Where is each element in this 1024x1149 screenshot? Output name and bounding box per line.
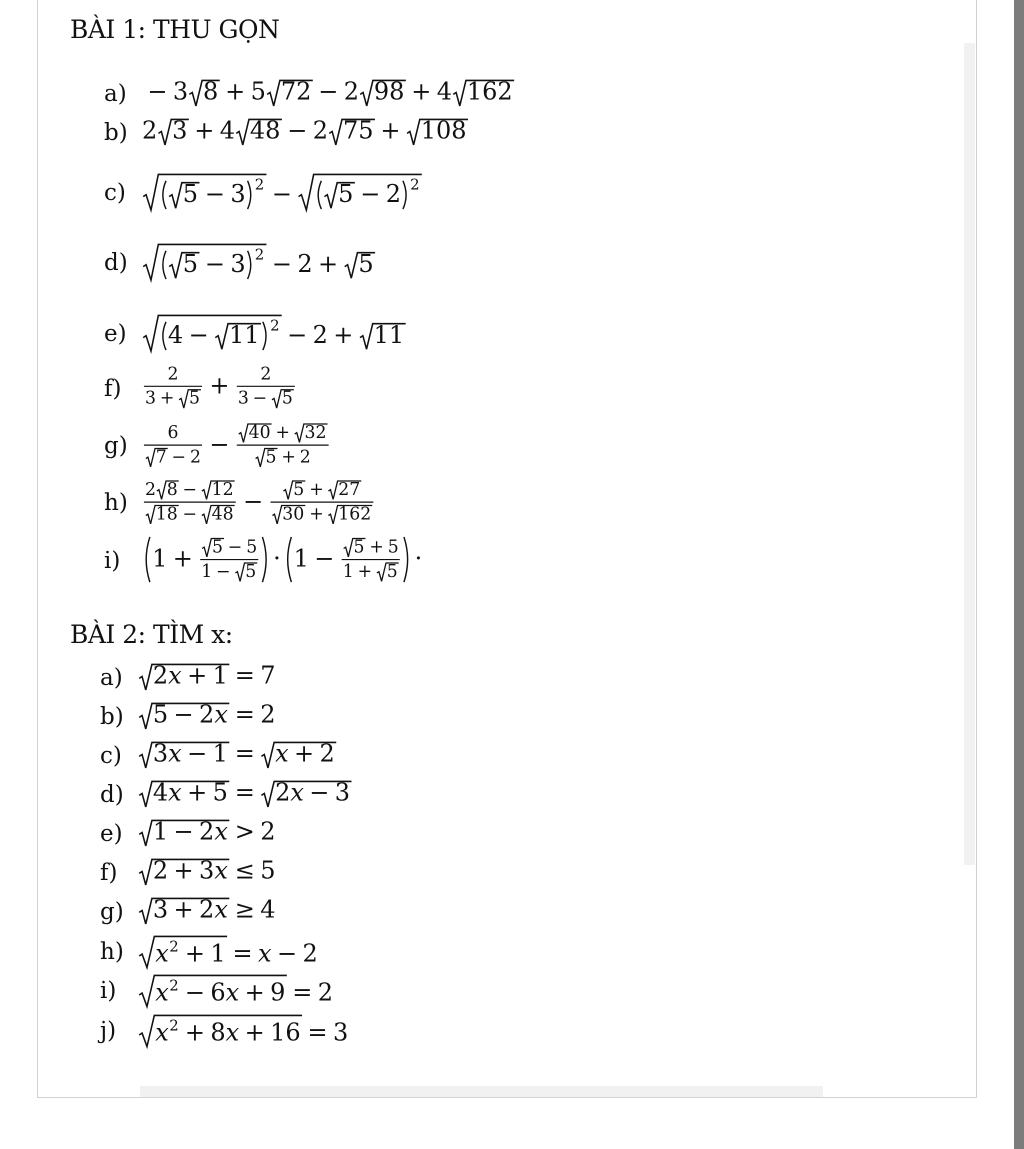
- math-expression: [140, 312, 410, 356]
- math-operator: −: [182, 479, 198, 500]
- math-term: x: [214, 817, 228, 846]
- math-term: 3: [334, 778, 351, 807]
- math-operator: −: [171, 446, 187, 467]
- exercise-1-item: [104, 473, 380, 533]
- paren-left: [318, 181, 321, 209]
- math-operator: +: [333, 320, 354, 349]
- math-operator: +: [184, 938, 205, 967]
- math-term: 2: [145, 479, 156, 500]
- math-term: 3: [332, 1017, 349, 1046]
- math-superscript: 2: [270, 316, 280, 335]
- math-term: x: [214, 895, 228, 924]
- math-operator: −: [147, 77, 168, 106]
- math-operator: =: [292, 977, 313, 1006]
- math-operator: +: [184, 1017, 205, 1046]
- math-term: 4: [152, 778, 169, 807]
- math-operator: +: [173, 856, 194, 885]
- paren-right: [404, 537, 408, 582]
- math-term: 2: [297, 249, 313, 278]
- math-expression: [140, 365, 301, 413]
- math-term: x: [225, 1017, 240, 1046]
- paren-left: [146, 537, 150, 582]
- math-operator: +: [173, 895, 194, 924]
- exercise-2-item: [100, 1001, 353, 1061]
- paren-left: [163, 322, 166, 350]
- math-term: x: [155, 1017, 169, 1046]
- math-operator: +: [357, 561, 373, 582]
- item-label: e): [100, 821, 123, 847]
- window-edge: [1014, 0, 1024, 1149]
- math-operator: ≤: [234, 856, 255, 885]
- math-term: 48: [249, 116, 281, 145]
- vertical-scrollbar[interactable]: [964, 43, 975, 865]
- paren-left: [163, 251, 166, 279]
- math-term: 12: [211, 479, 234, 500]
- math-operator: −: [182, 503, 198, 524]
- item-label: d): [104, 250, 128, 276]
- math-term: 5: [338, 179, 354, 208]
- math-operator: −: [188, 320, 209, 349]
- math-term: 2: [260, 817, 276, 846]
- math-term: 11: [228, 320, 260, 349]
- exercise-1-item: [104, 233, 380, 293]
- item-expression: [140, 421, 335, 472]
- math-term: 6: [210, 977, 226, 1006]
- math-term: 4: [167, 320, 184, 349]
- math-operator: +: [281, 446, 296, 467]
- math-operator: −: [184, 977, 205, 1006]
- math-term: 5: [387, 537, 399, 558]
- exercise-1-item: [104, 531, 430, 591]
- math-operator: +: [309, 479, 324, 500]
- math-term: 40: [248, 422, 271, 443]
- math-term: 3: [145, 388, 156, 409]
- math-operator: >: [234, 817, 255, 846]
- math-term: 4: [436, 77, 453, 106]
- exercise-1-item: [104, 103, 472, 163]
- math-term: 2: [260, 700, 276, 729]
- math-term: 2: [299, 446, 311, 467]
- math-term: 1: [201, 561, 213, 582]
- math-term: 5: [212, 778, 228, 807]
- math-term: 3: [152, 739, 169, 768]
- math-term: 5: [260, 856, 276, 885]
- math-operator: ≥: [234, 895, 255, 924]
- item-label: h): [104, 490, 128, 516]
- math-expression: [140, 534, 430, 588]
- math-term: 4: [219, 116, 236, 145]
- math-term: 5: [182, 249, 199, 278]
- math-expression: [140, 116, 472, 150]
- paren-right: [262, 537, 266, 582]
- exercise-1-item: [104, 416, 335, 476]
- item-expression: [140, 534, 430, 588]
- exercise-1-item: [104, 359, 301, 419]
- math-term: 2: [152, 856, 169, 885]
- math-operator: −: [314, 544, 335, 573]
- math-term: x: [168, 778, 182, 807]
- math-operator: ·: [273, 544, 281, 573]
- math-expression: [136, 1012, 353, 1051]
- math-term: 1: [152, 817, 169, 846]
- math-operator: −: [209, 429, 230, 458]
- math-operator: =: [307, 1017, 328, 1046]
- math-operator: =: [234, 778, 255, 807]
- math-superscript: 2: [410, 175, 420, 194]
- math-operator: −: [187, 739, 208, 768]
- math-term: 108: [420, 116, 467, 145]
- math-term: 1: [152, 544, 168, 573]
- math-term: x: [275, 739, 289, 768]
- math-term: 2: [142, 116, 158, 145]
- math-term: 2: [275, 778, 291, 807]
- math-term: 4: [260, 895, 276, 924]
- math-term: 2: [199, 817, 215, 846]
- math-term: 5: [265, 446, 277, 467]
- item-expression: [140, 116, 472, 150]
- math-operator: +: [369, 537, 384, 558]
- math-term: 72: [280, 77, 312, 106]
- math-term: 3: [199, 856, 215, 885]
- math-operator: +: [380, 116, 401, 145]
- math-term: 8: [210, 1017, 226, 1046]
- math-term: 18: [155, 503, 178, 524]
- math-operator: −: [173, 817, 194, 846]
- section-1-title: BÀI 1: THU GỌN: [70, 15, 280, 44]
- math-operator: =: [234, 661, 255, 690]
- math-term: x: [290, 778, 304, 807]
- item-label: j): [100, 1018, 117, 1044]
- math-operator: +: [318, 249, 339, 278]
- math-term: 27: [338, 479, 361, 500]
- math-superscript: 2: [254, 245, 265, 264]
- section-2-title: BÀI 2: TÌM x:: [70, 620, 233, 649]
- math-superscript: 2: [254, 175, 265, 194]
- math-term: 2: [199, 895, 215, 924]
- math-term: 8: [203, 77, 219, 106]
- math-operator: −: [271, 179, 292, 208]
- math-operator: =: [234, 700, 255, 729]
- item-expression: [136, 1012, 353, 1051]
- math-term: 75: [342, 116, 374, 145]
- math-term: 98: [373, 77, 405, 106]
- math-term: 1: [212, 661, 228, 690]
- math-term: 2: [260, 364, 272, 385]
- math-operator: =: [232, 938, 253, 967]
- math-operator: +: [209, 371, 230, 400]
- math-term: x: [168, 739, 182, 768]
- math-operator: −: [173, 700, 194, 729]
- math-term: 5: [353, 537, 365, 558]
- math-term: 2: [167, 364, 179, 385]
- math-term: 2: [385, 179, 402, 208]
- math-term: 8: [166, 479, 178, 500]
- item-expression: [140, 241, 380, 285]
- paren-right: [263, 322, 266, 350]
- math-term: 3: [172, 116, 188, 145]
- math-term: 5: [250, 77, 266, 106]
- paren-right: [403, 181, 406, 209]
- math-term: 2: [312, 320, 328, 349]
- math-operator: −: [252, 388, 268, 409]
- math-term: x: [168, 661, 182, 690]
- item-label: a): [104, 81, 127, 107]
- item-label: b): [104, 120, 128, 146]
- item-label: b): [100, 704, 124, 730]
- exercise-1-item: [104, 163, 426, 223]
- math-term: 2: [319, 739, 335, 768]
- math-term: x: [225, 977, 240, 1006]
- math-operator: −: [204, 179, 226, 208]
- math-term: x: [155, 977, 169, 1006]
- math-operator: +: [294, 739, 315, 768]
- math-term: 9: [270, 977, 286, 1006]
- math-term: 2: [343, 77, 359, 106]
- math-term: 5: [293, 479, 305, 500]
- math-operator: +: [159, 388, 175, 409]
- math-expression: [140, 478, 380, 529]
- math-operator: +: [187, 778, 208, 807]
- math-superscript: 2: [169, 975, 179, 994]
- math-operator: ·: [414, 544, 423, 573]
- math-term: 5: [188, 388, 200, 409]
- item-expression: [140, 312, 410, 356]
- math-term: 2: [189, 446, 201, 467]
- math-term: 7: [155, 446, 167, 467]
- math-operator: +: [225, 77, 246, 106]
- math-expression: [140, 171, 426, 215]
- math-term: 6: [167, 422, 179, 443]
- math-expression: [140, 421, 335, 472]
- paren-right: [248, 181, 251, 209]
- math-term: 3: [230, 179, 246, 208]
- item-label: i): [104, 548, 121, 574]
- math-superscript: 2: [169, 936, 179, 955]
- math-term: 3: [172, 77, 189, 106]
- math-operator: −: [287, 320, 308, 349]
- item-label: i): [100, 978, 117, 1004]
- paren-left: [163, 181, 166, 209]
- math-term: 11: [373, 320, 405, 349]
- item-label: g): [100, 899, 124, 925]
- math-term: 5: [281, 388, 293, 409]
- math-term: 5: [245, 561, 257, 582]
- math-term: 5: [211, 537, 223, 558]
- horizontal-scrollbar[interactable]: [140, 1086, 823, 1097]
- math-term: 162: [338, 503, 372, 524]
- math-term: 7: [260, 661, 276, 690]
- math-term: 3: [237, 388, 249, 409]
- item-label: f): [100, 860, 118, 886]
- math-term: 16: [270, 1017, 301, 1046]
- math-term: 5: [386, 561, 398, 582]
- math-term: x: [214, 856, 228, 885]
- math-term: 2: [312, 116, 329, 145]
- item-label: c): [100, 743, 122, 769]
- math-operator: +: [244, 977, 265, 1006]
- math-operator: −: [216, 561, 231, 582]
- math-expression: [140, 241, 380, 285]
- math-operator: −: [318, 77, 339, 106]
- math-operator: −: [360, 179, 381, 208]
- math-operator: −: [243, 486, 264, 515]
- math-operator: +: [172, 544, 193, 573]
- math-term: 1: [210, 938, 226, 967]
- math-operator: −: [227, 537, 243, 558]
- paren-right: [248, 251, 251, 279]
- item-label: d): [100, 782, 124, 808]
- item-label: g): [104, 433, 128, 459]
- item-label: a): [100, 665, 123, 691]
- math-term: x: [214, 700, 228, 729]
- item-label: e): [104, 321, 127, 347]
- math-term: 5: [358, 249, 374, 278]
- math-operator: −: [271, 249, 292, 278]
- math-term: 32: [304, 422, 327, 443]
- item-label: h): [100, 939, 124, 965]
- math-term: 1: [212, 739, 228, 768]
- paren-left: [288, 537, 292, 582]
- item-expression: [140, 171, 426, 215]
- math-operator: −: [204, 249, 226, 278]
- math-operator: −: [309, 778, 330, 807]
- math-term: 2: [152, 661, 169, 690]
- item-label: c): [104, 180, 126, 206]
- math-term: 2: [302, 938, 318, 967]
- math-term: 1: [293, 544, 309, 573]
- math-term: x: [258, 938, 272, 967]
- math-operator: +: [194, 116, 215, 145]
- math-operator: +: [309, 503, 324, 524]
- item-expression: [140, 365, 301, 413]
- math-superscript: 2: [169, 1015, 179, 1034]
- math-operator: −: [287, 116, 308, 145]
- math-term: 1: [342, 561, 354, 582]
- math-operator: +: [187, 661, 208, 690]
- math-term: 3: [152, 895, 169, 924]
- math-operator: +: [411, 77, 432, 106]
- math-operator: =: [234, 739, 255, 768]
- math-term: 3: [230, 249, 246, 278]
- math-term: 5: [246, 537, 258, 558]
- math-term: 30: [282, 503, 305, 524]
- math-term: 162: [466, 77, 513, 106]
- math-operator: +: [275, 422, 290, 443]
- math-term: x: [155, 938, 169, 967]
- math-term: 5: [152, 700, 169, 729]
- math-term: 48: [211, 503, 234, 524]
- exercise-1-item: [104, 304, 410, 364]
- item-expression: [140, 478, 380, 529]
- math-term: 5: [182, 179, 199, 208]
- math-operator: −: [276, 938, 298, 967]
- math-term: 2: [317, 977, 334, 1006]
- math-operator: +: [244, 1017, 265, 1046]
- item-label: f): [104, 376, 122, 402]
- math-term: 2: [199, 700, 215, 729]
